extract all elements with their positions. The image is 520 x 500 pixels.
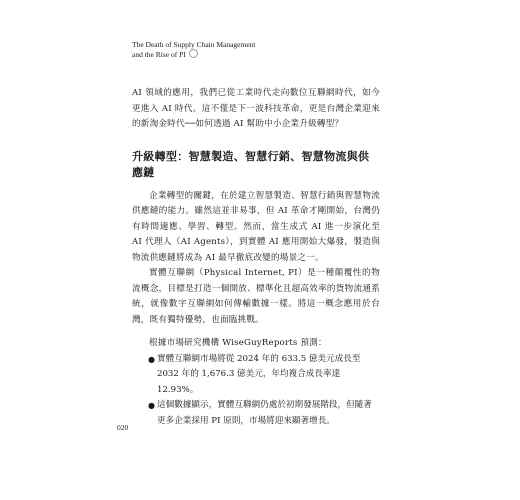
bullet-text: 實體互聯網市場將從 2024 年的 633.5 億美元成長至 2032 年的 1,676.3 億美元，年均複合成長率達 12.93%。 <box>157 353 361 395</box>
list-item <box>132 352 380 399</box>
bullet-dot-icon: ● <box>148 354 155 364</box>
page-number: 020 <box>117 423 129 432</box>
forecast-bullet-list <box>132 352 380 430</box>
circle-ornament-icon <box>189 49 198 58</box>
paragraph-physical-internet: 實體互聯網（Physical Internet, PI）是一種顛覆性的物流概念，目標是打造一個開放、標準化且超高效率的貨物流通系統，就像數字互聯網如何傳輸數據一樣。將這一概念應用於台灣，既有獨特優勢，也面臨挑戰。 <box>132 268 380 325</box>
list-item <box>132 398 380 429</box>
paragraph-gap <box>132 328 380 336</box>
paragraph-market-forecast: 根據市場研究機構 WiseGuyReports 預測： <box>149 338 327 348</box>
bullet-text: 這個數據顯示，實體互聯網仍處於初期發展階段，但隨著更多企業採用 PI 原則，市場將迎來顯著增長。 <box>157 400 372 426</box>
running-header-line-2 <box>132 49 256 59</box>
paragraph-transformation-key: 企業轉型的關鍵，在於建立智慧製造、智慧行銷與智慧物流供應鏈的能力。雖然這並非易事，但 AI 革命才剛開始，台灣仍有時間適應、學習、轉型。然而，當生成式 AI 進一步演化至 AI 代理人（AI Agents），到實體 AI 應用開始大爆發，製造與物流供應鏈將成為 AI 最早徹底改變的場景之一。 <box>132 190 380 263</box>
bullet-dot-icon: ● <box>148 401 155 410</box>
section-heading: 升級轉型：智慧製造、智慧行銷、智慧物流與供應鏈 <box>132 149 370 179</box>
page-body <box>132 86 380 429</box>
running-header <box>132 40 256 59</box>
intro-paragraph: AI 領域的應用，我們已從工業時代走向數位互聯網時代，如今更進入 AI 時代。這不僅是下一波科技革命，更是台灣企業迎來的新淘金時代──如何透過 AI 幫助中小企業升級轉型？ <box>132 88 380 129</box>
running-header-line-1: The Death of Supply Chain Management <box>132 40 256 49</box>
running-header-line-2-text: and the Rise of PI <box>132 50 186 59</box>
